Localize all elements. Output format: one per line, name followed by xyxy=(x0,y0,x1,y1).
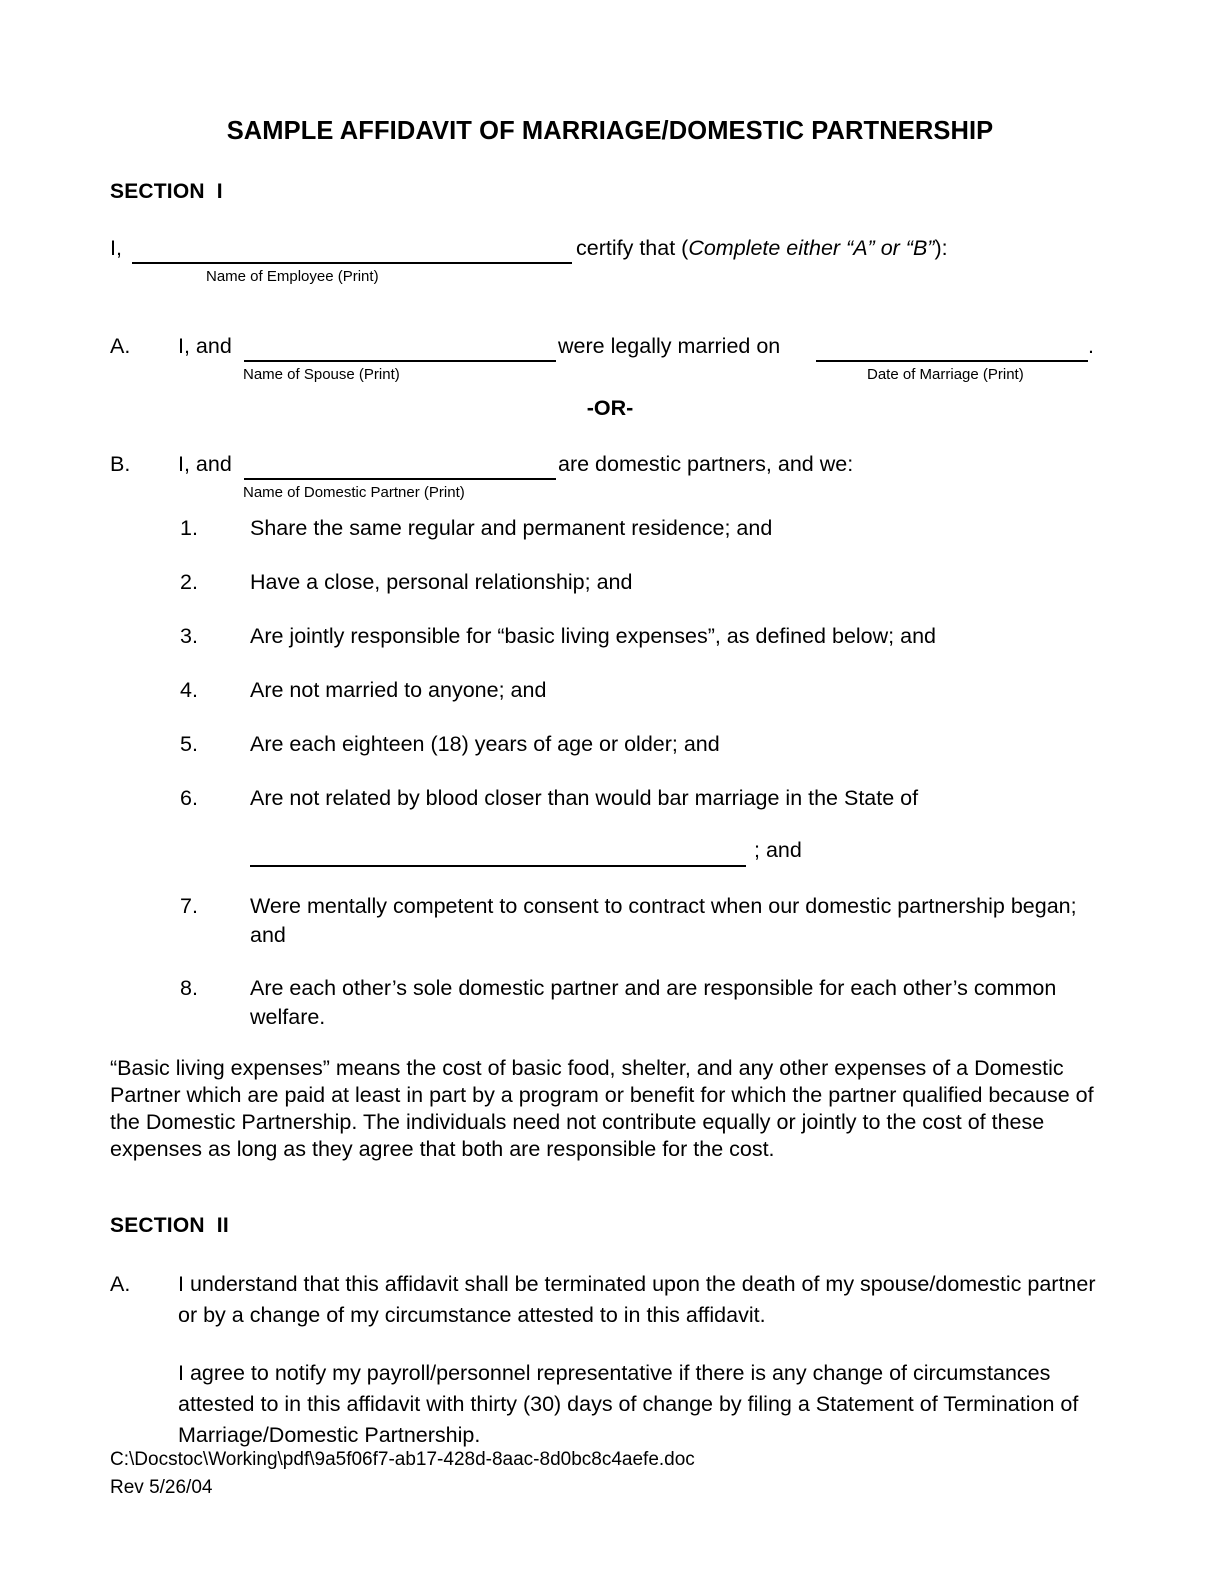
employee-name-blank[interactable] xyxy=(132,262,572,264)
list-item-text: Have a close, personal relationship; and xyxy=(250,570,633,594)
list-item xyxy=(180,730,1110,759)
list-item-text: Share the same regular and permanent residence; and xyxy=(250,516,773,540)
list-item-number: 2. xyxy=(180,570,198,594)
list-item-number: 3. xyxy=(180,624,198,648)
section-2-item-a xyxy=(110,1269,1110,1451)
state-name-blank[interactable] xyxy=(250,865,746,867)
list-item-text: Are jointly responsible for “basic living expenses”, as defined below; and xyxy=(250,624,936,648)
option-b-marker: B. xyxy=(110,452,131,476)
section-2-paragraph-1: I understand that this affidavit shall be terminated upon the death of my spouse/domestic partner or by a change of my circumstance attested to in this affidavit. xyxy=(178,1272,1096,1327)
intro-tail-text xyxy=(576,236,948,261)
list-item xyxy=(180,622,1110,651)
spouse-name-blank[interactable] xyxy=(244,360,556,362)
section-2-heading: SECTION II xyxy=(110,1214,229,1237)
list-item-number: 5. xyxy=(180,732,198,756)
intro-tail-after-italic: ): xyxy=(934,236,948,260)
option-a-row xyxy=(110,334,1115,390)
domestic-partner-name-blank[interactable] xyxy=(244,478,556,480)
certification-intro-row xyxy=(110,236,1110,286)
domestic-partner-name-caption: Name of Domestic Partner (Print) xyxy=(243,484,465,501)
basic-living-expenses-definition: “Basic living expenses” means the cost of basic food, shelter, and any other expenses of a Domestic Partner which are paid at least in part by a program or benefit for which the partner qualified because of the Domestic Partnership. The individuals need not contribute equally or jointly to the cost of these expenses as long as they agree that both are responsible for the cost. xyxy=(110,1056,1094,1161)
state-blank-tail-text: ; and xyxy=(754,838,802,862)
intro-lead-text: I, xyxy=(110,236,122,260)
state-blank-row xyxy=(250,838,950,878)
option-a-text-1: I, and xyxy=(178,334,232,358)
list-item-text: Are each other’s sole domestic partner and are responsible for each other’s common welfare. xyxy=(250,976,1057,1029)
option-b-text-1: I, and xyxy=(178,452,232,476)
list-item xyxy=(180,892,1080,950)
or-divider: -OR- xyxy=(586,396,634,420)
list-item-number: 4. xyxy=(180,678,198,702)
section-1-heading: SECTION I xyxy=(110,180,223,203)
option-b-text-2: are domestic partners, and we: xyxy=(558,452,854,476)
intro-italic-instruction: Complete either “A” or “B” xyxy=(688,236,935,260)
list-item xyxy=(180,514,1110,543)
option-a-marker: A. xyxy=(110,334,131,358)
list-item xyxy=(180,974,1060,1032)
option-b-row xyxy=(110,452,1115,508)
list-item xyxy=(180,676,1110,705)
list-item-number: 8. xyxy=(180,976,198,1000)
list-item-text: Are each eighteen (18) years of age or older; and xyxy=(250,732,720,756)
marriage-date-caption: Date of Marriage (Print) xyxy=(867,366,1024,383)
option-a-period: . xyxy=(1088,334,1094,358)
list-item xyxy=(180,784,1110,813)
footer-file-path: C:\Docstoc\Working\pdf\9a5f06f7-ab17-428d-8aac-8d0bc8c4aefe.doc xyxy=(110,1449,695,1470)
document-footer xyxy=(110,1446,695,1502)
employee-name-caption: Name of Employee (Print) xyxy=(206,268,379,285)
intro-tail-before-italic: certify that ( xyxy=(576,236,689,260)
section-2-paragraph-2: I agree to notify my payroll/personnel representative if there is any change of circumstances attested to in this affidavit with thirty (30) days of change by filing a Statement of Termination of Marriage/Domestic Partnership. xyxy=(178,1361,1079,1447)
spouse-name-caption: Name of Spouse (Print) xyxy=(243,366,400,383)
marriage-date-blank[interactable] xyxy=(816,360,1088,362)
list-item-text: Are not married to anyone; and xyxy=(250,678,547,702)
list-item-text: Are not related by blood closer than would bar marriage in the State of xyxy=(250,786,919,810)
list-item xyxy=(180,568,1110,597)
section-2-item-a-marker: A. xyxy=(110,1272,131,1296)
option-a-text-2: were legally married on xyxy=(558,334,781,358)
list-item-number: 6. xyxy=(180,786,198,810)
page-title: SAMPLE AFFIDAVIT OF MARRIAGE/DOMESTIC PARTNERSHIP xyxy=(226,117,994,145)
footer-revision: Rev 5/26/04 xyxy=(110,1477,213,1498)
list-item-text: Were mentally competent to consent to contract when our domestic partnership began; and xyxy=(250,894,1077,947)
list-item-number: 7. xyxy=(180,894,198,918)
list-item-number: 1. xyxy=(180,516,198,540)
